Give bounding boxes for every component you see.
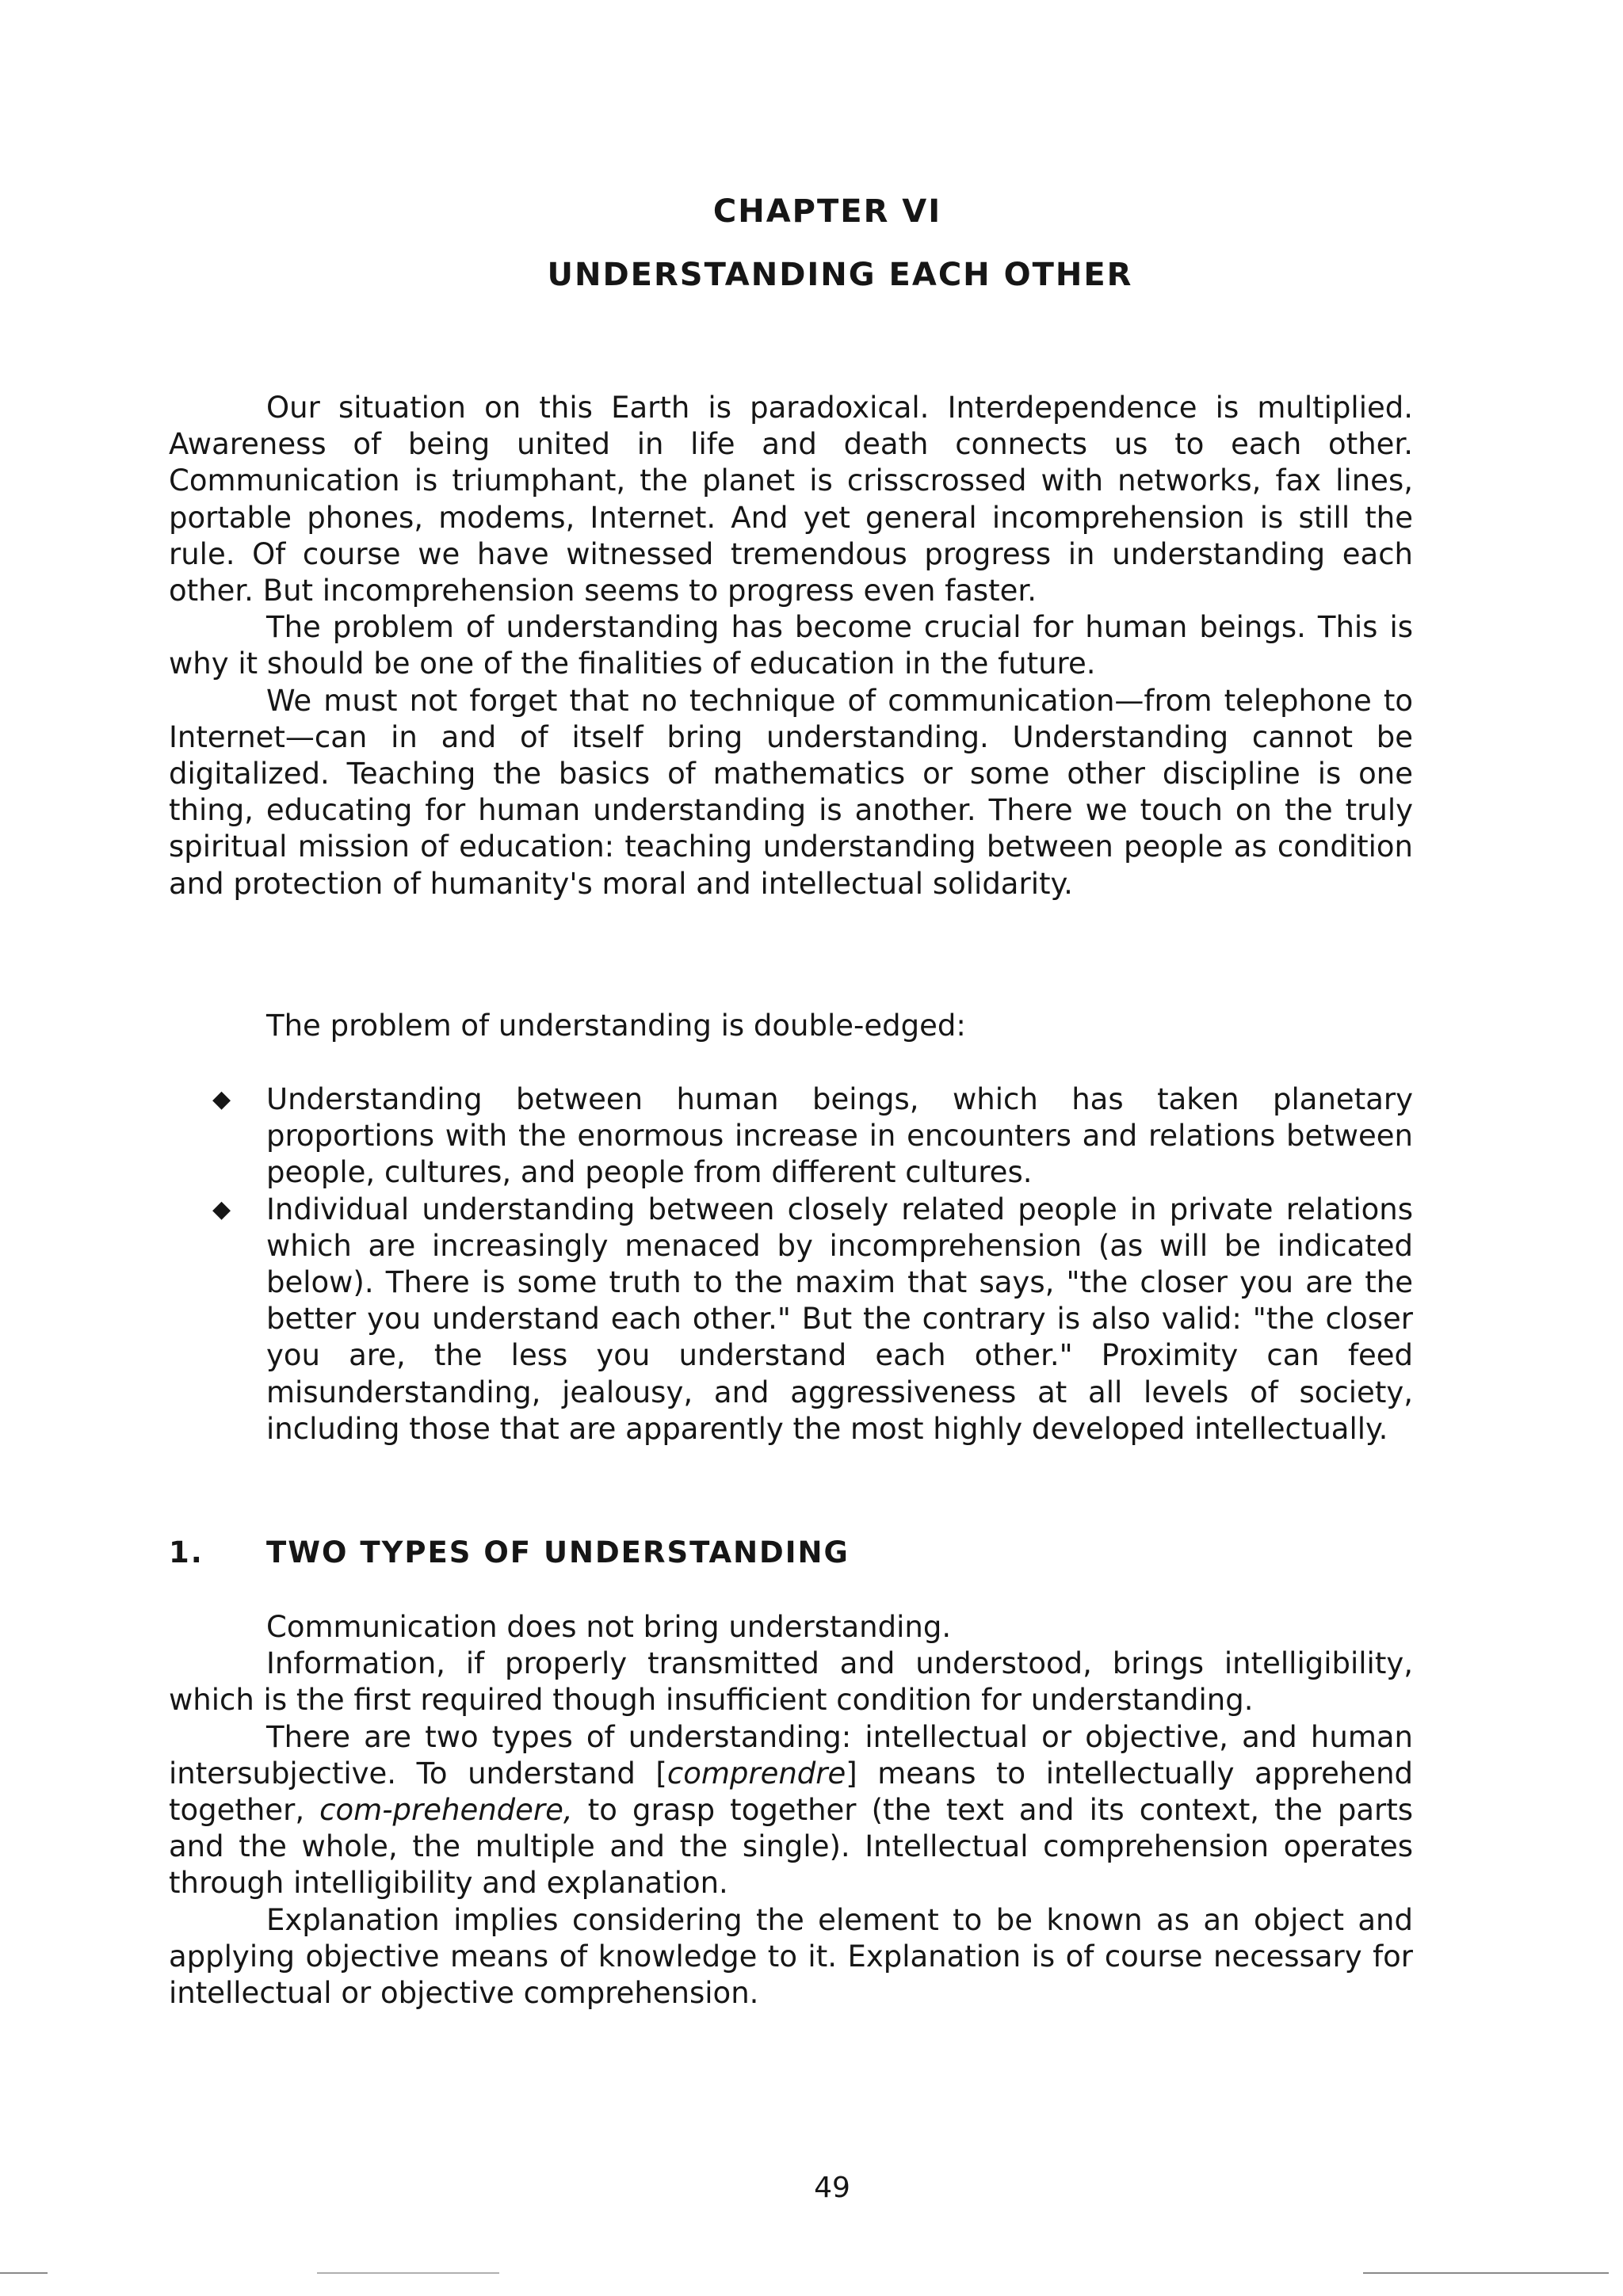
intro-text [169,390,1413,902]
scan-artifact-line [0,2272,48,2274]
paragraph: The problem of understanding is double-edged: [266,1009,966,1043]
chapter-number: CHAPTER VI [712,193,942,230]
scan-artifact-line [1363,2272,1609,2274]
text-run: to grasp together (the text and its context, the parts and the whole, the multiple and the single). Intellectual comprehension operates through intelligibility and explanation. [169,1793,1413,1901]
chapter-title: UNDERSTANDING EACH OTHER [547,257,1133,293]
diamond-bullet-icon: ◆ [212,1085,231,1113]
section-text [169,1609,1413,2012]
text-run: There are two types of understanding: intellectual or objective, and human intersubjective. To understand [ [169,1719,1413,1791]
paragraph: Our situation on this Earth is paradoxical. Interdependence is multiplied. Awareness of being united in life and death connects us to each other. Communication is triumphant, the planet is crisscrossed with networks, fax lines, portable phones, modems, Internet. And yet general incomprehension is still the rule. Of course we have witnessed tremendous progress in understanding each other. But incomprehension seems to progress even faster. [169,391,1413,608]
text-run: ] means to intellectually apprehend together, [169,1756,1414,1828]
list-item [212,1081,1413,1192]
section-title: TWO TYPES OF UNDERSTANDING [266,1535,850,1569]
page-number: 49 [814,2172,850,2204]
paragraph: The problem of understanding has become crucial for human beings. This is why it should be one of the finalities of education in the future. [169,610,1413,681]
italic-term: comprendre [666,1756,846,1791]
paragraph: Communication does not bring understanding. [266,1610,952,1644]
paragraph: We must not forget that no technique of communication—from telephone to Internet—can in and of itself bring understanding. Understanding cannot be digitalized. Teaching the basics of mathematics or some other discipline is one thing, educating for human understanding is another. There we touch on the truly spiritual mission of education: teaching understanding between people as condition and protection of humanity's moral and intellectual solidarity. [169,683,1413,901]
paragraph: Information, if properly transmitted and understood, brings intelligibility, which is the first required though insufficient condition for understanding. [169,1646,1413,1718]
list-item-text: Understanding between human beings, which has taken planetary proportions with the enormous increase in encounters and relations between people, cultures, and people from different cultures. [266,1082,1413,1190]
list-item [212,1192,1413,1447]
paragraph: Explanation implies considering the element to be known as an object and applying objective means of knowledge to it. Explanation is of course necessary for intellectual or objective comprehension. [169,1902,1413,2011]
paragraph [169,1719,1413,1902]
italic-term: com-prehendere, [319,1793,573,1828]
section-number: 1. [169,1535,204,1569]
bullet-list [212,1081,1413,1447]
scan-artifact-line [317,2272,499,2274]
lead-line [266,1008,1413,1044]
diamond-bullet-icon: ◆ [212,1195,231,1223]
list-item-text: Individual understanding between closely related people in private relations which are increasingly menaced by incomprehension (as will be indicated below). There is some truth to the maxim that says, "the closer you are the better you understand each other." But the contrary is also valid: "the closer you are, the less you understand each other." Proximity can feed misunderstanding, jealousy, and aggressiveness at all levels of society, including those that are apparently the most highly developed intellectually. [266,1192,1413,1446]
section-heading [169,1535,850,1569]
